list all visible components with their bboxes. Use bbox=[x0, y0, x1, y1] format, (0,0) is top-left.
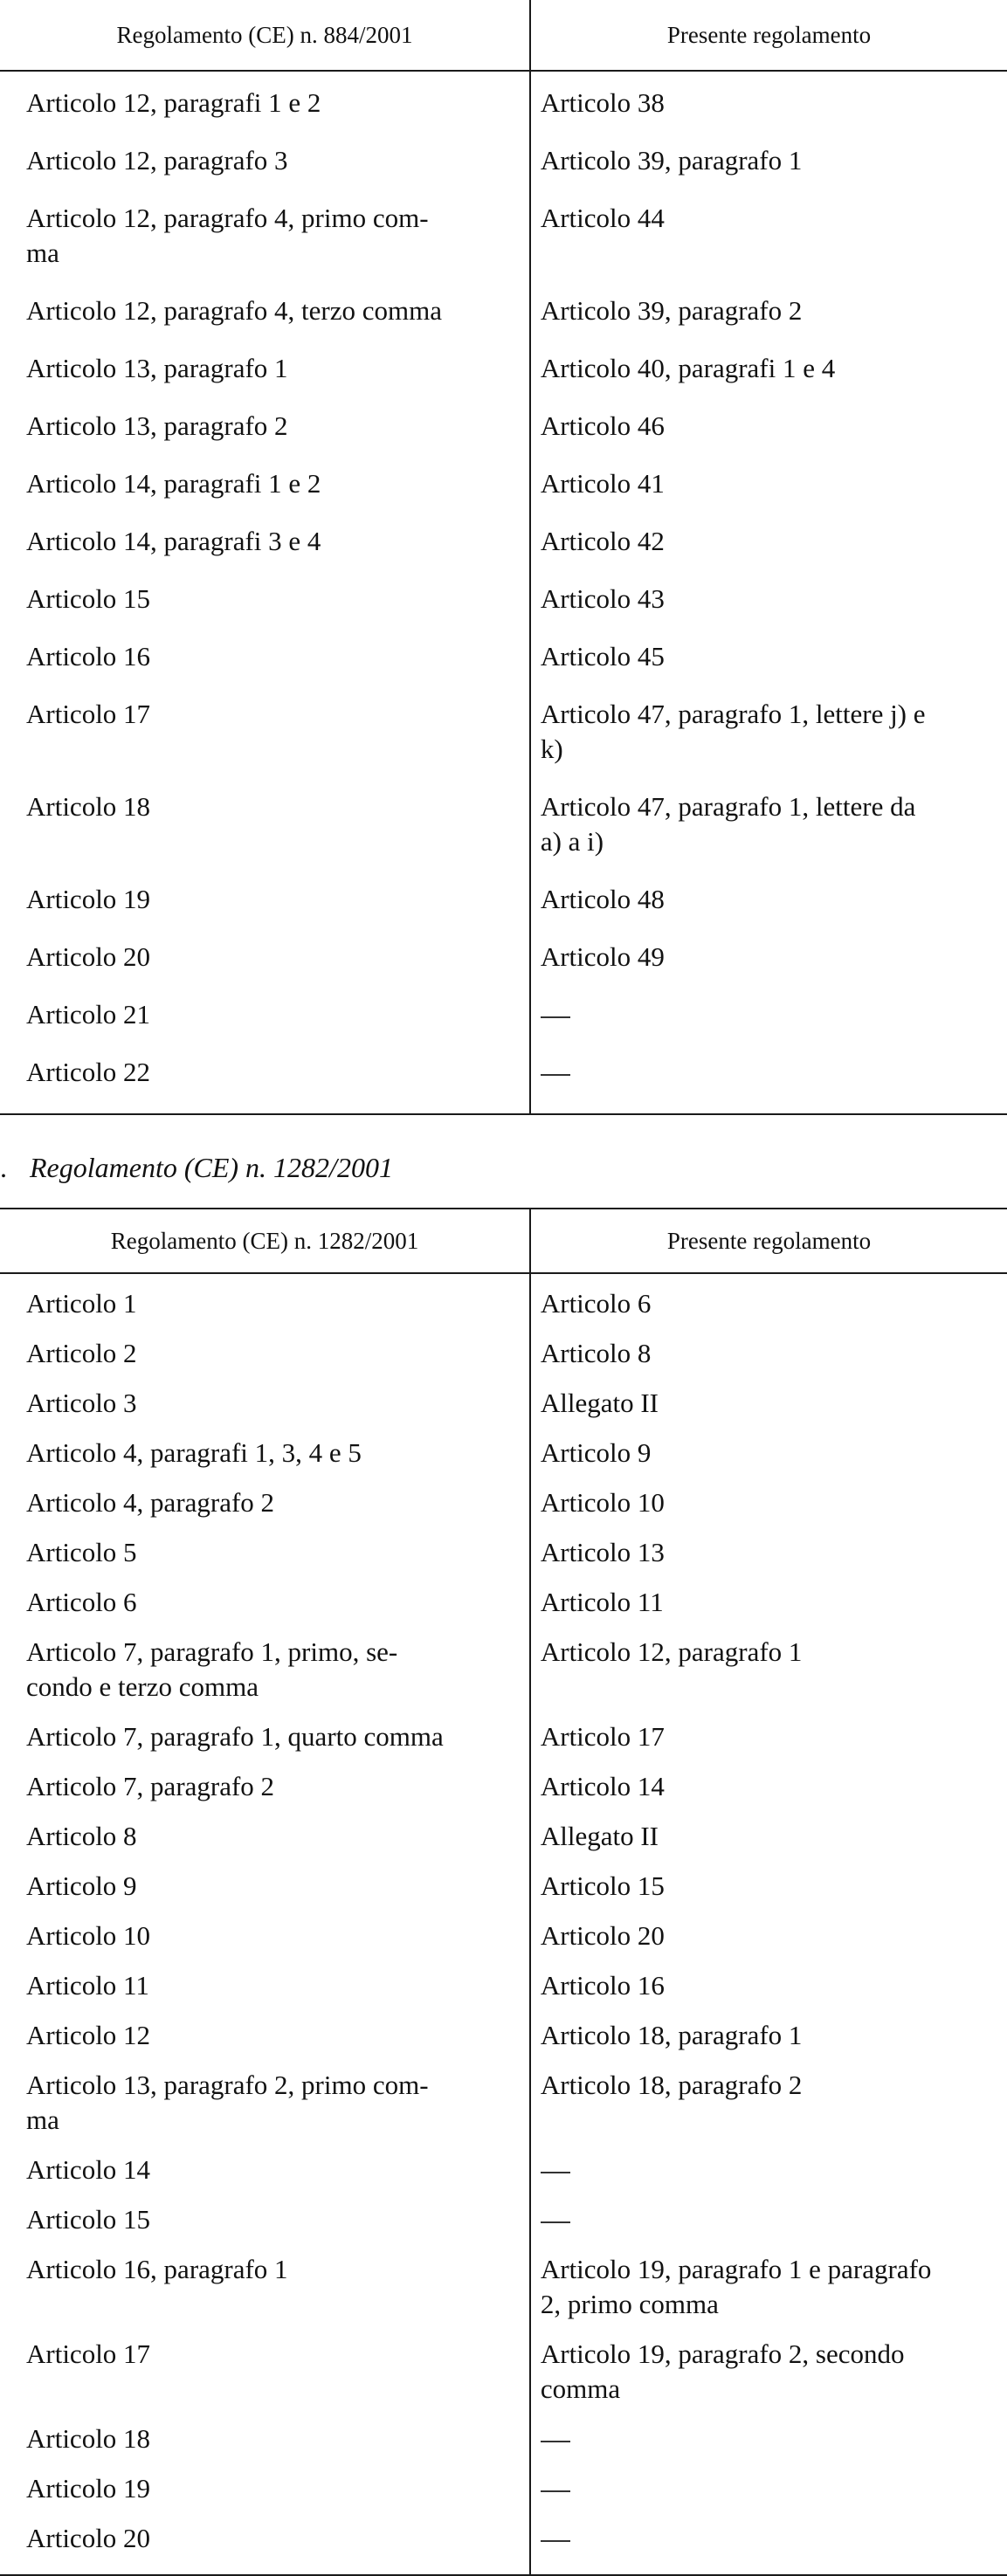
cell-text-line: Articolo 8 bbox=[26, 1821, 137, 1851]
source-article-cell bbox=[0, 524, 527, 559]
cell-text-line: Articolo 19 bbox=[26, 2473, 151, 2504]
present-article-cell bbox=[527, 1719, 1007, 1754]
cell-text-line: Articolo 12, paragrafo 4, primo com- bbox=[26, 203, 429, 233]
cell-text-line: Articolo 11 bbox=[26, 1970, 149, 2001]
table-row bbox=[0, 1386, 1007, 1421]
cell-text-line: Articolo 12, paragrafo 4, terzo comma bbox=[26, 295, 443, 326]
cell-text-line: Articolo 20 bbox=[26, 2523, 151, 2553]
cell-text-line: Articolo 6 bbox=[26, 1587, 137, 1617]
cell-text-line: Articolo 13 bbox=[540, 1537, 665, 1567]
cell-text-line: Articolo 11 bbox=[540, 1587, 664, 1617]
table-row bbox=[0, 524, 1007, 559]
present-article-cell bbox=[527, 882, 1007, 917]
cell-text-line: Articolo 18, paragrafo 1 bbox=[540, 2020, 803, 2050]
table-row bbox=[0, 2471, 1007, 2506]
cell-text-line: Articolo 4, paragrafi 1, 3, 4 e 5 bbox=[26, 1437, 362, 1468]
cell-text-line: Articolo 14 bbox=[26, 2154, 151, 2185]
header-cell-present-regulation: Presente regolamento bbox=[666, 22, 872, 48]
source-article-cell bbox=[0, 2337, 527, 2407]
cell-text-line: Articolo 13, paragrafo 1 bbox=[26, 353, 288, 383]
table-row bbox=[0, 997, 1007, 1032]
cell-text-line: Articolo 39, paragrafo 2 bbox=[540, 295, 803, 326]
present-article-cell bbox=[527, 940, 1007, 975]
source-article-cell bbox=[0, 789, 527, 859]
cell-text-line: k) bbox=[540, 734, 563, 764]
table-row bbox=[0, 1635, 1007, 1705]
present-article-cell bbox=[527, 789, 1007, 859]
cell-text-line: Articolo 12 bbox=[26, 2020, 151, 2050]
cell-text-line: Articolo 15 bbox=[26, 583, 151, 614]
dash-placeholder bbox=[541, 2490, 570, 2492]
source-article-cell bbox=[0, 1869, 527, 1904]
cell-text-line: Articolo 7, paragrafo 1, quarto comma bbox=[26, 1721, 444, 1752]
dash-placeholder bbox=[541, 1074, 570, 1076]
cell-text-line: Articolo 15 bbox=[540, 1870, 665, 1901]
table-row bbox=[0, 1968, 1007, 2003]
table-row bbox=[0, 1918, 1007, 1953]
cell-text-line: Articolo 15 bbox=[26, 2204, 151, 2235]
cell-text-line: ma bbox=[26, 2104, 59, 2135]
table-row bbox=[0, 582, 1007, 616]
source-article-cell bbox=[0, 1485, 527, 1520]
cell-text-line: Articolo 19, paragrafo 2, secondo bbox=[540, 2338, 905, 2369]
cell-text-line: Articolo 47, paragrafo 1, lettere j) e bbox=[540, 699, 926, 729]
dash-placeholder bbox=[541, 1016, 570, 1018]
present-article-cell bbox=[527, 2202, 1007, 2237]
table-row bbox=[0, 201, 1007, 271]
table-row bbox=[0, 1286, 1007, 1321]
present-article-cell bbox=[527, 582, 1007, 616]
cell-text-line: Articolo 42 bbox=[540, 526, 665, 556]
cell-text-line: Articolo 10 bbox=[540, 1487, 665, 1518]
cell-text-line: Articolo 7, paragrafo 2 bbox=[26, 1771, 275, 1801]
cell-text-line: Articolo 20 bbox=[26, 941, 151, 972]
present-article-cell bbox=[527, 997, 1007, 1032]
cell-text-line: Articolo 46 bbox=[540, 410, 665, 441]
present-article-cell bbox=[527, 2337, 1007, 2407]
cell-text-line: Articolo 4, paragrafo 2 bbox=[26, 1487, 275, 1518]
table-row bbox=[0, 2202, 1007, 2237]
source-article-cell bbox=[0, 293, 527, 328]
present-article-cell bbox=[527, 2421, 1007, 2456]
present-article-cell bbox=[527, 86, 1007, 121]
source-article-cell bbox=[0, 1819, 527, 1854]
source-article-cell bbox=[0, 2252, 527, 2322]
cell-text-line: Articolo 14, paragrafi 3 e 4 bbox=[26, 526, 321, 556]
source-article-cell bbox=[0, 1585, 527, 1620]
source-article-cell bbox=[0, 2152, 527, 2187]
section-number: . bbox=[0, 1152, 7, 1183]
present-article-cell bbox=[527, 1336, 1007, 1371]
cell-text-line: Articolo 20 bbox=[540, 1920, 665, 1951]
present-article-cell bbox=[527, 524, 1007, 559]
present-article-cell bbox=[527, 1386, 1007, 1421]
source-article-cell bbox=[0, 582, 527, 616]
present-article-cell bbox=[527, 2252, 1007, 2322]
cell-text-line: Articolo 1 bbox=[26, 1288, 137, 1319]
present-article-cell bbox=[527, 639, 1007, 674]
cell-text-line: Articolo 18 bbox=[26, 791, 151, 822]
cell-text-line: Articolo 12, paragrafo 3 bbox=[26, 145, 288, 176]
table-row bbox=[0, 1436, 1007, 1471]
table-row bbox=[0, 2018, 1007, 2053]
cell-text-line: Articolo 39, paragrafo 1 bbox=[540, 145, 803, 176]
cell-text-line: Articolo 21 bbox=[26, 999, 151, 1030]
cell-text-line: comma bbox=[540, 2373, 621, 2404]
present-article-cell bbox=[527, 1819, 1007, 1854]
source-article-cell bbox=[0, 2202, 527, 2237]
header-cell-present-regulation: Presente regolamento bbox=[666, 1228, 872, 1254]
table-row bbox=[0, 2521, 1007, 2556]
present-article-cell bbox=[527, 1535, 1007, 1570]
table-row bbox=[0, 2421, 1007, 2456]
cell-text-line: Articolo 12, paragrafo 1 bbox=[540, 1636, 803, 1667]
present-article-cell bbox=[527, 1918, 1007, 1953]
cell-text-line: Articolo 14, paragrafi 1 e 2 bbox=[26, 468, 321, 499]
cell-text-line: Articolo 12, paragrafi 1 e 2 bbox=[26, 87, 321, 118]
table-row bbox=[0, 293, 1007, 328]
section-heading bbox=[0, 1148, 393, 1187]
source-article-cell bbox=[0, 2018, 527, 2053]
table-body bbox=[0, 86, 1007, 1112]
header-cell-source-regulation: Regolamento (CE) n. 1282/2001 bbox=[110, 1228, 419, 1254]
table-row bbox=[0, 697, 1007, 767]
source-article-cell bbox=[0, 639, 527, 674]
source-article-cell bbox=[0, 1055, 527, 1090]
source-article-cell bbox=[0, 997, 527, 1032]
cell-text-line: Articolo 17 bbox=[540, 1721, 665, 1752]
table-row bbox=[0, 409, 1007, 444]
table-row bbox=[0, 1769, 1007, 1804]
present-article-cell bbox=[527, 697, 1007, 767]
source-article-cell bbox=[0, 86, 527, 121]
cell-text-line: Articolo 49 bbox=[540, 941, 665, 972]
header-cell-source-regulation: Regolamento (CE) n. 884/2001 bbox=[116, 22, 413, 48]
present-article-cell bbox=[527, 351, 1007, 386]
cell-text-line: Articolo 40, paragrafi 1 e 4 bbox=[540, 353, 836, 383]
present-article-cell bbox=[527, 2018, 1007, 2053]
cell-text-line: Articolo 13, paragrafo 2, primo com- bbox=[26, 2070, 429, 2100]
table-row bbox=[0, 1819, 1007, 1854]
cell-text-line: Articolo 10 bbox=[26, 1920, 151, 1951]
cell-text-line: Articolo 44 bbox=[540, 203, 665, 233]
cell-text-line: a) a i) bbox=[540, 826, 604, 857]
cell-text-line: Articolo 48 bbox=[540, 884, 665, 914]
source-article-cell bbox=[0, 409, 527, 444]
source-article-cell bbox=[0, 1769, 527, 1804]
table-row bbox=[0, 2252, 1007, 2322]
cell-text-line: Articolo 19, paragrafo 1 e paragrafo bbox=[540, 2254, 932, 2284]
source-article-cell bbox=[0, 1719, 527, 1754]
present-article-cell bbox=[527, 1635, 1007, 1705]
table-row bbox=[0, 639, 1007, 674]
dash-placeholder bbox=[541, 2221, 570, 2223]
source-article-cell bbox=[0, 143, 527, 178]
present-article-cell bbox=[527, 201, 1007, 271]
present-article-cell bbox=[527, 1286, 1007, 1321]
present-article-cell bbox=[527, 409, 1007, 444]
cell-text-line: Articolo 45 bbox=[540, 641, 665, 672]
cell-text-line: Articolo 3 bbox=[26, 1388, 137, 1418]
table-row bbox=[0, 143, 1007, 178]
cell-text-line: Articolo 13, paragrafo 2 bbox=[26, 410, 288, 441]
cell-text-line: Articolo 17 bbox=[26, 2338, 151, 2369]
table-row bbox=[0, 1055, 1007, 1090]
table-row bbox=[0, 1485, 1007, 1520]
present-article-cell bbox=[527, 1585, 1007, 1620]
table-row bbox=[0, 2337, 1007, 2407]
present-article-cell bbox=[527, 2471, 1007, 2506]
cell-text-line: Articolo 5 bbox=[26, 1537, 137, 1567]
source-article-cell bbox=[0, 466, 527, 501]
table-row bbox=[0, 1719, 1007, 1754]
source-article-cell bbox=[0, 1635, 527, 1705]
cell-text-line: Articolo 19 bbox=[26, 884, 151, 914]
present-article-cell bbox=[527, 2152, 1007, 2187]
table-row bbox=[0, 1535, 1007, 1570]
cell-text-line: Articolo 9 bbox=[26, 1870, 137, 1901]
cell-text-line: Allegato II bbox=[540, 1821, 659, 1851]
cell-text-line: Articolo 16, paragrafo 1 bbox=[26, 2254, 288, 2284]
correlation-table-1282-2001 bbox=[0, 1208, 1007, 2576]
present-article-cell bbox=[527, 466, 1007, 501]
present-article-cell bbox=[527, 293, 1007, 328]
cell-text-line: Articolo 7, paragrafo 1, primo, se- bbox=[26, 1636, 398, 1667]
cell-text-line: Articolo 22 bbox=[26, 1057, 151, 1087]
source-article-cell bbox=[0, 1918, 527, 1953]
cell-text-line: condo e terzo comma bbox=[26, 1671, 259, 1702]
dash-placeholder bbox=[541, 2540, 570, 2542]
present-article-cell bbox=[527, 1869, 1007, 1904]
section-title: Regolamento (CE) n. 1282/2001 bbox=[30, 1152, 393, 1183]
present-article-cell bbox=[527, 2521, 1007, 2556]
source-article-cell bbox=[0, 2521, 527, 2556]
cell-text-line: Articolo 41 bbox=[540, 468, 665, 499]
cell-text-line: ma bbox=[26, 238, 59, 268]
source-article-cell bbox=[0, 351, 527, 386]
table-row bbox=[0, 2152, 1007, 2187]
source-article-cell bbox=[0, 2471, 527, 2506]
source-article-cell bbox=[0, 1968, 527, 2003]
cell-text-line: Articolo 6 bbox=[540, 1288, 652, 1319]
table-row bbox=[0, 940, 1007, 975]
cell-text-line: Articolo 18, paragrafo 2 bbox=[540, 2070, 803, 2100]
source-article-cell bbox=[0, 1386, 527, 1421]
dash-placeholder bbox=[541, 2441, 570, 2442]
table-row bbox=[0, 2068, 1007, 2138]
cell-text-line: Articolo 47, paragrafo 1, lettere da bbox=[540, 791, 916, 822]
cell-text-line: Articolo 16 bbox=[26, 641, 151, 672]
cell-text-line: Articolo 9 bbox=[540, 1437, 652, 1468]
cell-text-line: Articolo 14 bbox=[540, 1771, 665, 1801]
table-row bbox=[0, 1585, 1007, 1620]
present-article-cell bbox=[527, 143, 1007, 178]
dash-placeholder bbox=[541, 2172, 570, 2173]
present-article-cell bbox=[527, 1436, 1007, 1471]
present-article-cell bbox=[527, 1769, 1007, 1804]
table-body bbox=[0, 1286, 1007, 2571]
source-article-cell bbox=[0, 201, 527, 271]
cell-text-line: Articolo 17 bbox=[26, 699, 151, 729]
present-article-cell bbox=[527, 1485, 1007, 1520]
cell-text-line: 2, primo comma bbox=[540, 2289, 719, 2319]
source-article-cell bbox=[0, 882, 527, 917]
cell-text-line: Articolo 18 bbox=[26, 2423, 151, 2454]
source-article-cell bbox=[0, 1336, 527, 1371]
cell-text-line: Articolo 38 bbox=[540, 87, 665, 118]
source-article-cell bbox=[0, 1535, 527, 1570]
table-row bbox=[0, 789, 1007, 859]
cell-text-line: Articolo 16 bbox=[540, 1970, 665, 2001]
table-header bbox=[0, 0, 1007, 72]
table-row bbox=[0, 351, 1007, 386]
table-row bbox=[0, 1336, 1007, 1371]
source-article-cell bbox=[0, 1286, 527, 1321]
present-article-cell bbox=[527, 2068, 1007, 2138]
table-header bbox=[0, 1209, 1007, 1274]
table-row bbox=[0, 882, 1007, 917]
source-article-cell bbox=[0, 940, 527, 975]
cell-text-line: Allegato II bbox=[540, 1388, 659, 1418]
source-article-cell bbox=[0, 2421, 527, 2456]
present-article-cell bbox=[527, 1055, 1007, 1090]
table-row bbox=[0, 466, 1007, 501]
table-row bbox=[0, 86, 1007, 121]
source-article-cell bbox=[0, 1436, 527, 1471]
source-article-cell bbox=[0, 697, 527, 767]
correlation-table-884-2001 bbox=[0, 0, 1007, 1115]
cell-text-line: Articolo 43 bbox=[540, 583, 665, 614]
table-row bbox=[0, 1869, 1007, 1904]
cell-text-line: Articolo 2 bbox=[26, 1338, 137, 1368]
source-article-cell bbox=[0, 2068, 527, 2138]
present-article-cell bbox=[527, 1968, 1007, 2003]
cell-text-line: Articolo 8 bbox=[540, 1338, 652, 1368]
